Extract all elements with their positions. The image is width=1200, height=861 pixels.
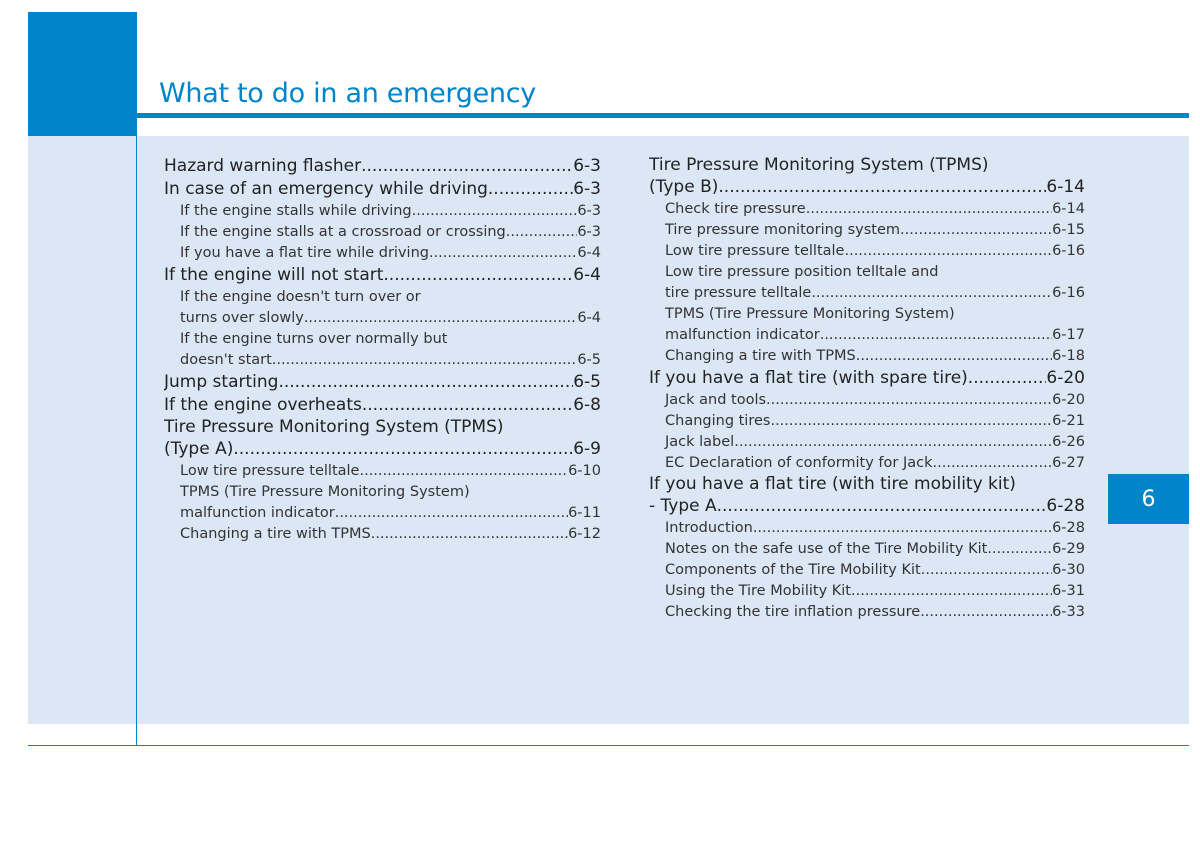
- toc-entry-label: (Type B): [649, 177, 719, 197]
- dot-leader: [968, 367, 1047, 390]
- toc-entry-page: 6-4: [577, 310, 601, 326]
- dot-leader: [717, 495, 1047, 518]
- toc-entry-label: (Type A): [164, 439, 234, 459]
- toc-entry-page: 6-3: [577, 203, 601, 219]
- toc-entry-using-kit[interactable]: [649, 581, 1085, 602]
- dot-leader: [359, 461, 568, 482]
- toc-entry-label: If you have a flat tire (with tire mobility kit): [649, 474, 1016, 494]
- dot-leader: [335, 503, 568, 524]
- toc-entry-label: - Type A: [649, 496, 717, 516]
- toc-entry-checking-inflation[interactable]: [649, 602, 1085, 623]
- toc-entry-check-tire-pressure[interactable]: [649, 199, 1085, 220]
- toc-entry-page: 6-14: [1046, 177, 1085, 197]
- toc-entry-label: Using the Tire Mobility Kit.: [665, 583, 856, 599]
- toc-entry-label: If you have a flat tire (with spare tire): [649, 368, 968, 388]
- toc-entry-tpms-type-b[interactable]: [649, 176, 1085, 199]
- toc-entry-turns-over-slowly[interactable]: [164, 308, 601, 329]
- toc-entry-page: 6-16: [1052, 243, 1085, 259]
- toc-entry-page: 6-8: [573, 395, 601, 415]
- dot-leader: [278, 371, 573, 394]
- toc-entry-doesnt-start[interactable]: [164, 350, 601, 371]
- toc-entry-malfunction-indicator[interactable]: [649, 325, 1085, 346]
- toc-entry-page: 6-26: [1052, 434, 1085, 450]
- title-underline: [137, 113, 1189, 118]
- chapter-tab[interactable]: 6: [1108, 474, 1189, 524]
- toc-entry-page: 6-12: [568, 526, 601, 542]
- toc-entry-page: 6-4: [577, 245, 601, 261]
- dot-leader: [933, 453, 1053, 474]
- toc-entry-page: 6-28: [1052, 520, 1085, 536]
- toc-entry-label: EC Declaration of conformity for Jack: [665, 455, 933, 471]
- toc-entry-flat-spare-tire[interactable]: [649, 367, 1085, 390]
- toc-entry-line: If the engine doesn't turn over or: [180, 289, 421, 305]
- dot-leader: [766, 390, 1052, 411]
- toc-entry-label: Checking the tire inflation pressure: [665, 604, 921, 620]
- toc-entry-introduction[interactable]: [649, 518, 1085, 539]
- toc-entry-components[interactable]: [649, 560, 1085, 581]
- toc-entry-page: 6-21: [1052, 413, 1085, 429]
- toc-entry-page: 6-5: [573, 372, 601, 392]
- dot-leader: [856, 581, 1052, 602]
- toc-entry-label: In case of an emergency while driving: [164, 179, 488, 199]
- dot-leader: [272, 350, 578, 371]
- dot-leader: [900, 220, 1052, 241]
- dot-leader: [383, 264, 573, 287]
- toc-entry-page: 6-31: [1052, 583, 1085, 599]
- dot-leader: [362, 394, 573, 417]
- left-margin-rule: [136, 136, 137, 746]
- toc-entry-label: malfunction indicator: [665, 327, 820, 343]
- toc-entry-changing-tire-tpms[interactable]: [649, 346, 1085, 367]
- toc-entry-line: [649, 155, 1085, 176]
- toc-entry-line: If the engine turns over normally but: [180, 331, 448, 347]
- dot-leader: [375, 524, 568, 545]
- toc-entry-safe-use-notes[interactable]: [649, 539, 1085, 560]
- toc-entry-emergency-while-driving[interactable]: [164, 178, 601, 201]
- toc-entry-page: 6-18: [1052, 348, 1085, 364]
- toc-entry-label: Tire Pressure Monitoring System (TPMS): [164, 417, 504, 437]
- toc-entry-page: 6-4: [573, 265, 601, 285]
- dot-leader: [753, 518, 1052, 539]
- toc-entry-engine-stalls[interactable]: [164, 201, 601, 222]
- toc-entry-line: TPMS (Tire Pressure Monitoring System): [180, 484, 470, 500]
- toc-entry-line: [649, 474, 1085, 495]
- toc-entry-label: If the engine overheats: [164, 395, 362, 415]
- toc-entry-label: If the engine will not start: [164, 265, 384, 285]
- toc-entry-jack-and-tools[interactable]: [649, 390, 1085, 411]
- toc-entry-page: 6-3: [577, 224, 601, 240]
- toc-entry-page: 6-11: [568, 505, 601, 521]
- toc-entry-label: tire pressure telltale: [665, 285, 812, 301]
- toc-entry-page: 6-5: [577, 352, 601, 368]
- toc-entry-low-pressure-telltale[interactable]: [164, 461, 601, 482]
- toc-column-right: [649, 155, 1085, 623]
- toc-entry-label: Components of the Tire Mobility Kit: [665, 562, 921, 578]
- toc-entry-line: TPMS (Tire Pressure Monitoring System): [665, 306, 955, 322]
- toc-entry-label: Changing a tire with TPMS.: [665, 348, 861, 364]
- toc-entry-page: 6-10: [568, 463, 601, 479]
- toc-entry-page: 6-16: [1052, 285, 1085, 301]
- toc-entry-engine-overheats[interactable]: [164, 394, 601, 417]
- toc-entry-label: Jack and tools: [665, 392, 767, 408]
- toc-entry-changing-tires[interactable]: [649, 411, 1085, 432]
- bottom-rule: [28, 745, 1189, 746]
- toc-entry-page: 6-3: [573, 179, 601, 199]
- dot-leader: [488, 178, 573, 201]
- toc-entry-page: 6-15: [1052, 222, 1085, 238]
- dot-leader: [844, 241, 1052, 262]
- toc-entry-mobility-kit-type-a[interactable]: [649, 495, 1085, 518]
- toc-entry-label: If you have a flat tire while driving: [180, 245, 429, 261]
- dot-leader: [304, 308, 578, 329]
- toc-entry-page: 6-20: [1046, 368, 1085, 388]
- toc-entry-page: 6-14: [1052, 201, 1085, 217]
- toc-entry-label: If the engine stalls while driving: [180, 203, 412, 219]
- toc-entry-label: Tire Pressure Monitoring System (TPMS): [649, 155, 989, 175]
- toc-entry-label: Changing a tire with TPMS.: [180, 526, 376, 542]
- toc-entry-label: Jump starting: [164, 372, 279, 392]
- toc-entry-page: 6-30: [1052, 562, 1085, 578]
- toc-entry-flat-while-driving[interactable]: [164, 243, 601, 264]
- dot-leader: [233, 438, 573, 461]
- toc-entry-page: 6-20: [1052, 392, 1085, 408]
- dot-leader: [860, 346, 1052, 367]
- toc-entry-label: Low tire pressure telltale: [180, 463, 360, 479]
- toc-entry-tpms-type-a[interactable]: [164, 438, 601, 461]
- dot-leader: [429, 243, 577, 264]
- toc-entry-label: Jack label: [665, 434, 735, 450]
- dot-leader: [361, 155, 573, 178]
- dot-leader: [987, 539, 1052, 560]
- toc-entry-label: Hazard warning flasher: [164, 156, 362, 176]
- page-title: What to do in an emergency: [159, 78, 536, 109]
- toc-entry-jump-starting[interactable]: [164, 371, 601, 394]
- dot-leader: [412, 201, 578, 222]
- toc-entry-label: Changing tires: [665, 413, 771, 429]
- toc-entry-label: Notes on the safe use of the Tire Mobility Kit: [665, 541, 988, 557]
- dot-leader: [806, 199, 1052, 220]
- toc-entry-engine-will-not-start[interactable]: [164, 264, 601, 287]
- toc-entry-jack-label[interactable]: [649, 432, 1085, 453]
- toc-entry-label: doesn't start: [180, 352, 272, 368]
- toc-entry-monitoring-system[interactable]: [649, 220, 1085, 241]
- dot-leader: [811, 283, 1052, 304]
- dot-leader: [718, 176, 1046, 199]
- toc-entry-label: malfunction indicator: [180, 505, 335, 521]
- toc-entry-label: Low tire pressure telltale: [665, 243, 845, 259]
- toc-entry-label: Check tire pressure: [665, 201, 806, 217]
- toc-entry-malfunction-indicator[interactable]: [164, 503, 601, 524]
- dot-leader: [770, 411, 1052, 432]
- toc-entry-line: [164, 417, 601, 438]
- dot-leader: [921, 560, 1052, 581]
- toc-entry-changing-tire-tpms[interactable]: [164, 524, 601, 545]
- toc-entry-stalls-crossroad[interactable]: [164, 222, 601, 243]
- toc-column-left: [164, 155, 601, 545]
- toc-entry-ec-declaration[interactable]: [649, 453, 1085, 474]
- toc-entry-label: If the engine stalls at a crossroad or crossing: [180, 224, 506, 240]
- toc-entry-label: Introduction: [665, 520, 753, 536]
- toc-entry-page: 6-3: [573, 156, 601, 176]
- dot-leader: [506, 222, 578, 243]
- toc-entry-page: 6-17: [1052, 327, 1085, 343]
- toc-entry-page: 6-9: [573, 439, 601, 459]
- toc-entry-label: Tire pressure monitoring system: [665, 222, 901, 238]
- toc-entry-page: 6-28: [1046, 496, 1085, 516]
- dot-leader: [820, 325, 1052, 346]
- toc-entry-page: 6-33: [1052, 604, 1085, 620]
- toc-entry-page: 6-27: [1052, 455, 1085, 471]
- toc-entry-page: 6-29: [1052, 541, 1085, 557]
- toc-entry-low-pressure-telltale[interactable]: [649, 241, 1085, 262]
- toc-entry-position-telltale[interactable]: [649, 283, 1085, 304]
- toc-entry-hazard-warning-flasher[interactable]: [164, 155, 601, 178]
- dot-leader: [734, 432, 1052, 453]
- header-color-block: [28, 12, 137, 136]
- toc-entry-label: turns over slowly: [180, 310, 304, 326]
- dot-leader: [920, 602, 1052, 623]
- toc-entry-line: Low tire pressure position telltale and: [665, 264, 939, 280]
